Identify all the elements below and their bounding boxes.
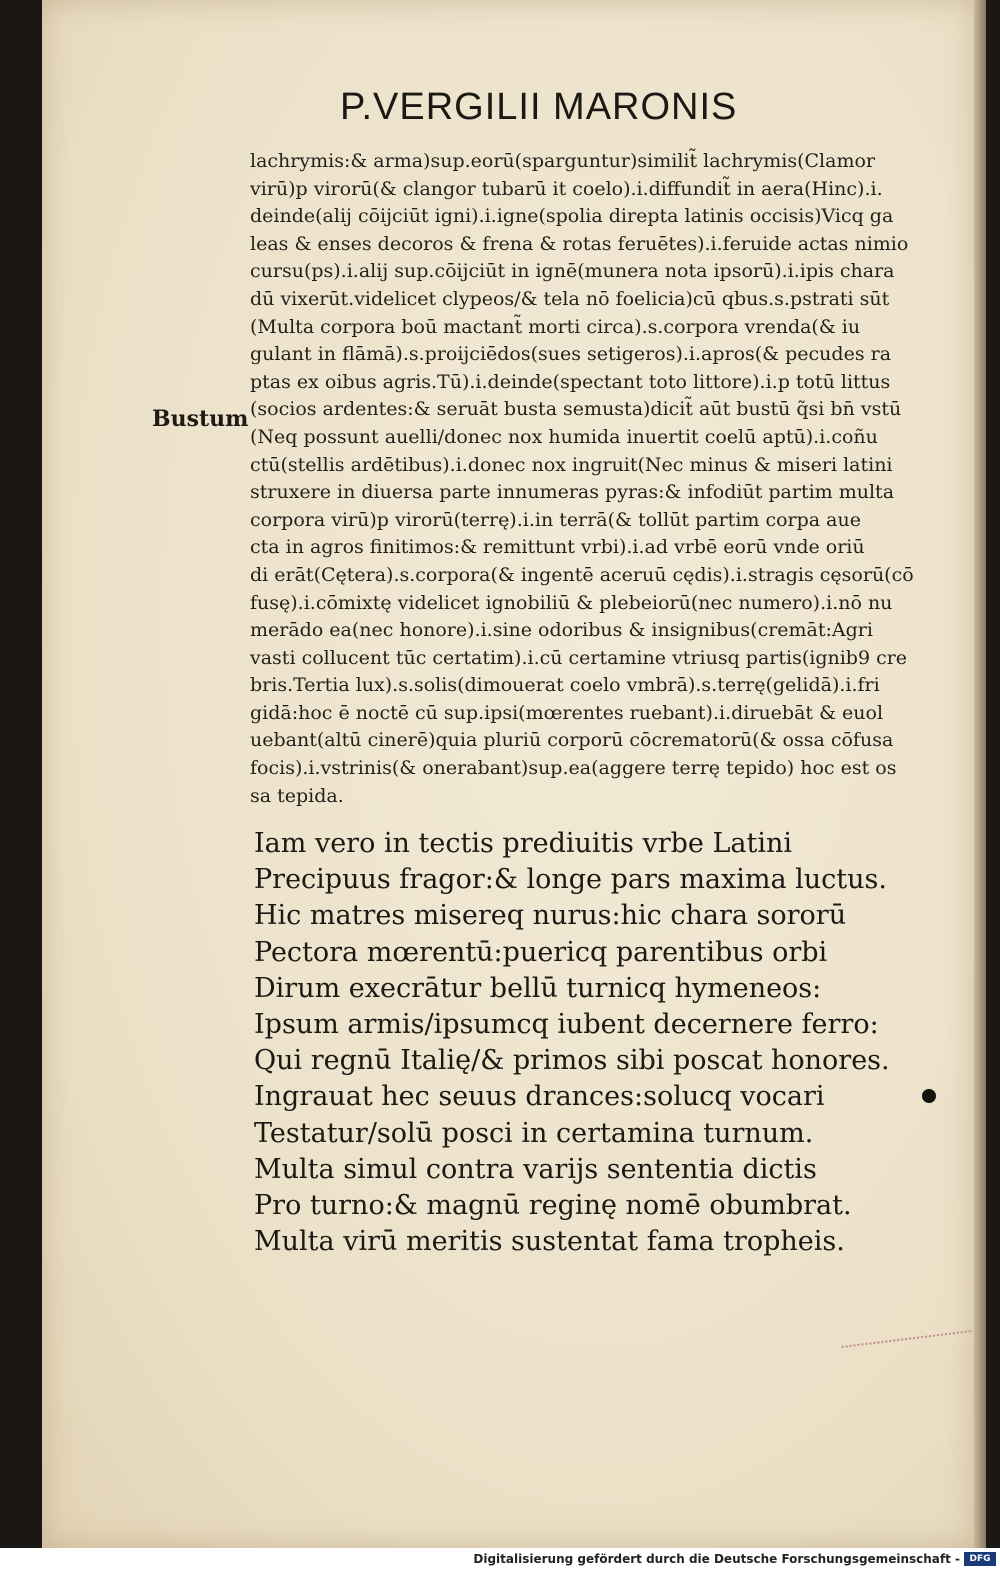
commentary-line: merādo ea(nec honore).i.sine odoribus & insignibus(cremāt:Agri (250, 619, 873, 642)
commentary-line: cursu(ps).i.alij sup.cōijciūt in ignē(munera nota ipsorū).i.ipis chara (250, 260, 895, 283)
commentary-line: di erāt(Cętera).s.corpora(& ingentē aceruū cędis).i.stragis cęsorū(cō (250, 563, 914, 586)
page-edge (974, 0, 986, 1548)
verse-line: Qui regnū Italię/& primos sibi poscat honores. (254, 1045, 890, 1077)
commentary-line: (Neq possunt auelli/donec nox humida inuertit coelū aptū).i.coñu (250, 425, 878, 448)
margin-note: Bustum (152, 406, 249, 432)
commentary-line: corpora virū)p virorū(terrę).i.in terrā(& tollūt partim corpa aue (250, 508, 861, 531)
verse-line: Multa virū meritis sustentat fama tropheis. (254, 1226, 845, 1258)
running-title: P.VERGILII MARONIS (340, 86, 738, 128)
verse-line: Precipuus fragor:& longe pars maxima luctus. (254, 864, 887, 896)
commentary-line: fusę).i.cōmixtę videlicet ignobiliū & plebeiorū(nec numero).i.nō nu (250, 591, 893, 614)
commentary-line: (Multa corpora boū mactant̃ morti circa).s.corpora vrenda(& iu (250, 315, 861, 338)
commentary-line: struxere in diuersa parte innumeras pyras:& infodiūt partim multa (250, 481, 895, 504)
ink-dot (922, 1089, 936, 1103)
commentary-line: ctū(stellis ardētibus).i.donec nox ingruit(Nec minus & miseri latini (250, 453, 893, 476)
verse-line: Ingrauat hec seuus drances:solucq vocari (254, 1081, 825, 1113)
commentary-line: bris.Tertia lux).s.solis(dimouerat coelo vmbrā).s.terrę(gelidā).i.fri (250, 674, 880, 697)
commentary-line: cta in agros finitimos:& remittunt vrbi).i.ad vrbē eorū vnde oriū (250, 536, 865, 559)
commentary-line: ptas ex oibus agris.Tū).i.deinde(spectant toto littore).i.p totū littus (250, 370, 891, 393)
commentary-line: virū)p virorū(& clangor tubarū it coelo).i.diffundit̃ in aera(Hinc).i. (250, 177, 883, 200)
commentary-line: deinde(alij cōijciūt igni).i.igne(spolia direpta latinis occisis)Vicq ga (250, 205, 894, 228)
dfg-logo-icon: DFG (964, 1552, 996, 1566)
verse-line: Pectora mœrentū:puericq parentibus orbi (254, 936, 828, 968)
verse-line: Pro turno:& magnū reginę nomē obumbrat. (254, 1190, 852, 1222)
commentary-block (250, 148, 962, 810)
commentary-line: vasti collucent tūc certatim).i.cū certamine vtriusq partis(ignib9 cre (250, 646, 908, 669)
footer-text: Digitalisierung gefördert durch die Deutsche Forschungsgemeinschaft - (473, 1552, 960, 1566)
verse-line: Multa simul contra varijs sententia dictis (254, 1153, 817, 1185)
verse-block (254, 826, 954, 1260)
verse-line: Dirum execrātur bellū turnicq hymeneos: (254, 972, 822, 1004)
commentary-line: gulant in flāmā).s.proijciēdos(sues setigeros).i.apros(& pecudes ra (250, 343, 892, 366)
commentary-line: dū vixerūt.videlicet clypeos/& tela nō foelicia)cū qbus.s.pstrati sūt (250, 287, 890, 310)
commentary-line: sa tepida. (250, 784, 344, 807)
commentary-line: (socios ardentes:& seruāt busta semusta)dicit̃ aūt bustū q̃si bn̄ vstū (250, 398, 902, 421)
commentary-line: uebant(altū cinerē)quia pluriū corporū cōcrematorū(& ossa cōfusa (250, 729, 894, 752)
verse-line: Testatur/solū posci in certamina turnum. (254, 1117, 814, 1149)
commentary-line: focis).i.vstrinis(& onerabant)sup.ea(aggere terrę tepido) hoc est os (250, 757, 897, 780)
verse-line: Hic matres misereq nurus:hic chara sororū (254, 900, 847, 932)
commentary-line: gidā:hoc ē noctē cū sup.ipsi(mœrentes ruebant).i.diruebāt & euol (250, 701, 884, 724)
verse-line: Iam vero in tectis prediuitis vrbe Latini (254, 828, 792, 859)
commentary-line: leas & enses decoros & frena & rotas feruētes).i.feruide actas nimio (250, 232, 909, 255)
verse-line: Ipsum armis/ipsumcq iubent decernere ferro: (254, 1009, 879, 1041)
commentary-line: lachrymis:& arma)sup.eorū(sparguntur)similit̃ lachrymis(Clamor (250, 150, 875, 172)
footer-bar (0, 1548, 1000, 1571)
